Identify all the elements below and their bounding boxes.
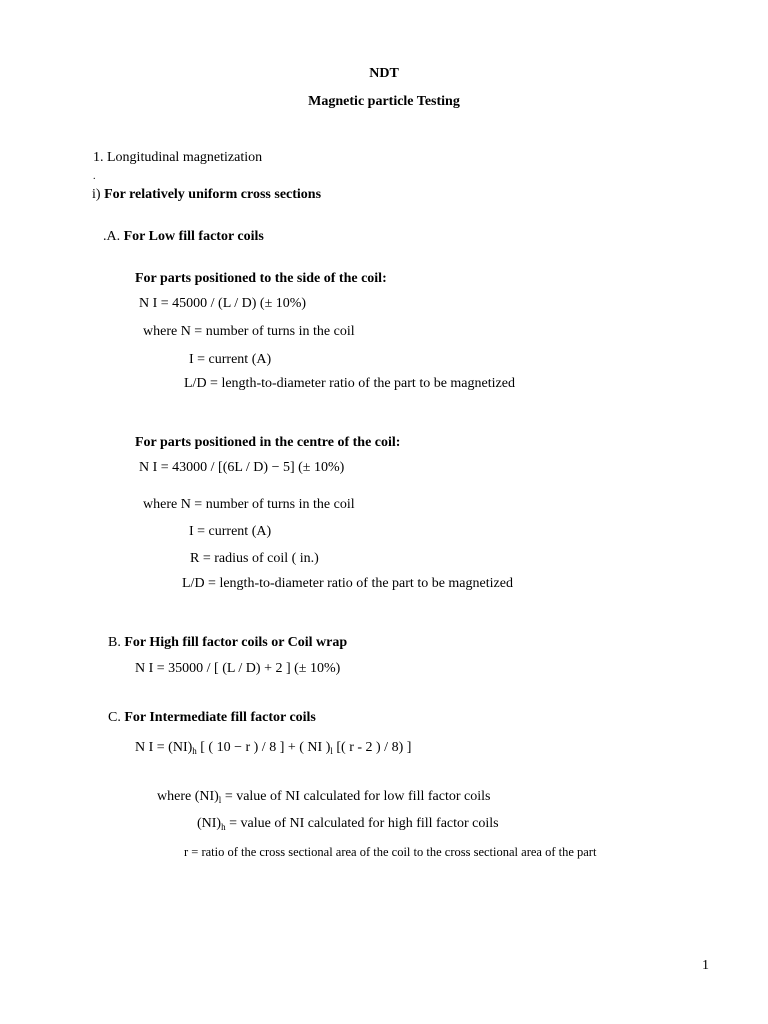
subsection-i-text: For relatively uniform cross sections [104, 187, 322, 202]
centre-coil-where-n: where N = number of turns in the coil [143, 497, 355, 512]
side-coil-formula: N I = 45000 / (L / D) (± 10%) [139, 296, 307, 311]
page-number: 1 [702, 958, 709, 973]
formula-part-a: N I = (NI) [135, 740, 193, 755]
subsection-i [92, 187, 321, 203]
stray-dot: . [93, 171, 96, 182]
section-c-r-definition: r = ratio of the cross sectional area of the coil to the cross sectional area of the part [184, 845, 597, 859]
centre-coil-formula: N I = 43000 / [(6L / D) − 5] (± 10%) [139, 460, 345, 475]
section-b-label: B. [108, 635, 121, 650]
centre-coil-ld: L/D = length-to-diameter ratio of the part to be magnetized [182, 576, 513, 591]
document-title: NDT [369, 66, 399, 81]
formula-subscript-h: h [192, 746, 197, 756]
section-a-text: For Low fill factor coils [123, 229, 264, 244]
document-subtitle: Magnetic particle Testing [308, 94, 460, 109]
side-coil-ld: L/D = length-to-diameter ratio of the part to be magnetized [184, 376, 515, 391]
section-c-heading [108, 710, 316, 726]
formula-subscript-l: l [330, 746, 333, 756]
side-coil-where-n: where N = number of turns in the coil [143, 324, 355, 339]
centre-coil-current: I = current (A) [189, 524, 272, 539]
section-c-where-nil [157, 789, 490, 805]
where-part-b: = value of NI calculated for low fill factor coils [221, 789, 491, 804]
section-c-text: For Intermediate fill factor coils [124, 710, 316, 725]
nih-part-a: (NI) [197, 816, 222, 831]
formula-part-c: [( r - 2 ) / 8) ] [332, 740, 412, 755]
section-c-nih [197, 816, 499, 832]
section-a-heading [103, 229, 264, 245]
side-coil-heading: For parts positioned to the side of the coil: [135, 271, 387, 286]
subsection-i-number: i) [92, 187, 101, 202]
section-1-heading: 1. Longitudinal magnetization [93, 150, 263, 165]
where-part-a: where (NI) [157, 789, 219, 804]
where-subscript-l: l [218, 795, 222, 805]
nih-part-b: = value of NI calculated for high fill factor coils [225, 816, 499, 831]
formula-part-b: [ ( 10 − r ) / 8 ] + ( NI ) [196, 740, 331, 755]
nih-subscript-h: h [221, 822, 226, 832]
section-c-label: C. [108, 710, 121, 725]
section-b-formula: N I = 35000 / [ (L / D) + 2 ] (± 10%) [135, 661, 341, 676]
side-coil-current: I = current (A) [189, 352, 272, 367]
centre-coil-radius: R = radius of coil ( in.) [190, 551, 319, 566]
section-b-text: For High fill factor coils or Coil wrap [124, 635, 348, 650]
centre-coil-heading: For parts positioned in the centre of the coil: [135, 435, 401, 450]
section-b-heading [108, 635, 347, 651]
section-a-prefix: .A. [103, 229, 121, 244]
section-c-formula [135, 740, 411, 756]
